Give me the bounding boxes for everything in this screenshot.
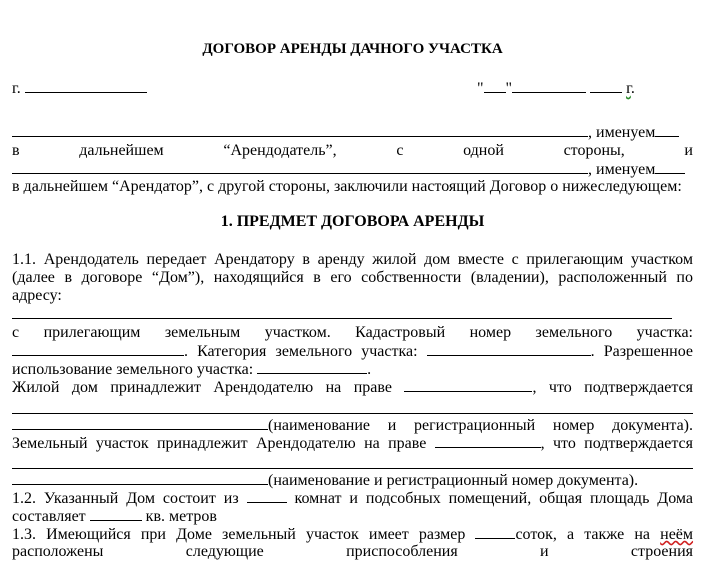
category-blank [427,342,591,356]
house-right-label: Жилой дом принадлежит Арендодателю на праве [12,379,392,396]
date-quote-open: " [477,80,484,97]
p11-line2: (далее в договоре “Дом”), находящийся в его собственности (владении), расположенный по [12,269,693,286]
area-label: комнат и подсобных помещений, общая площадь Дома [294,490,694,507]
doc-note-2: (наименование и регистрационный номер документа). [268,472,639,489]
named-label-2: , именуем [588,161,656,178]
tenant-role-line: в дальнейшем “Арендатор”, с другой стороны, заключили настоящий Договор о нижеследующем: [12,178,682,195]
plot-unit: соток, а также на [515,526,651,543]
spelling-flag-word: неём [660,526,694,543]
rooms-blank [247,489,287,503]
p13-line1 [12,525,693,544]
section-heading: 1. ПРЕДМЕТ ДОГОВОРА АРЕНДЫ [220,213,485,230]
landlord-blank [12,123,588,137]
land-right-blank [435,434,541,448]
land-doc-blank [12,468,693,469]
area-prefix: составляет [12,508,86,525]
city-prefix: г. [12,80,21,97]
document-title: ДОГОВОР АРЕНДЫ ДАЧНОГО УЧАСТКА [202,41,503,57]
p11-line1: 1.1. Арендодатель передает Арендатору в аренду жилой дом вместе с прилегающим участком [12,251,693,268]
year-dot: . [630,80,635,97]
area-blank [90,507,142,521]
land-confirm-label: , что подтверждается [540,435,693,452]
date-quote-close: " [505,80,513,97]
year-suffix: г [626,80,631,97]
named-suffix-blank-2 [655,160,685,174]
tenant-line [12,160,693,179]
permitted-label: . Разрешенное [590,343,694,360]
city-blank [25,79,147,93]
house-doc-blank-2 [12,416,268,430]
tenant-blank [12,160,588,174]
p11-line10 [12,471,693,490]
p11-line5 [12,342,693,361]
address-blank [12,318,672,319]
date-line [477,79,635,98]
p12-line2 [12,507,693,526]
named-label-1: , именуем [588,124,656,141]
month-blank [512,79,586,93]
cadastral-blank [12,342,184,356]
plot-size-label: 1.3. Имеющийся при Доме земельный участок имеет размер [12,526,466,543]
p11-line7 [12,378,693,397]
usage-blank [257,360,367,374]
p12-line1 [12,489,693,508]
house-right-blank [404,378,532,392]
landlord-line [12,123,693,142]
p11-line4: с прилегающим земельным участком. Кадастровый номер земельного участка: [12,324,693,341]
land-right-label: Земельный участок принадлежит Арендодателю на праве [12,435,427,452]
plot-size-blank [475,525,515,539]
p11-line6 [12,360,693,379]
house-confirm-label: , что подтверждается [532,379,694,396]
landlord-role-line: в дальнейшем “Арендодатель”, с одной стороны, и [12,142,693,159]
day-blank [484,79,506,93]
usage-dot: . [367,361,372,378]
doc-note-1: (наименование и регистрационный номер документа). [268,417,693,434]
rooms-label: 1.2. Указанный Дом состоит из [12,490,239,507]
named-suffix-blank-1 [655,123,679,137]
category-label: . Категория земельного участка: [184,343,418,360]
p11-line8 [12,416,693,435]
land-doc-blank-2 [12,471,268,485]
p11-line3: адресу: [12,287,62,304]
p11-line9 [12,434,693,453]
usage-label: использование земельного участка: [12,361,254,378]
area-unit: кв. метров [145,508,217,525]
p13-line2: расположены следующие приспособления и строения [12,543,693,560]
house-doc-blank [12,413,693,414]
year-blank [590,79,622,93]
